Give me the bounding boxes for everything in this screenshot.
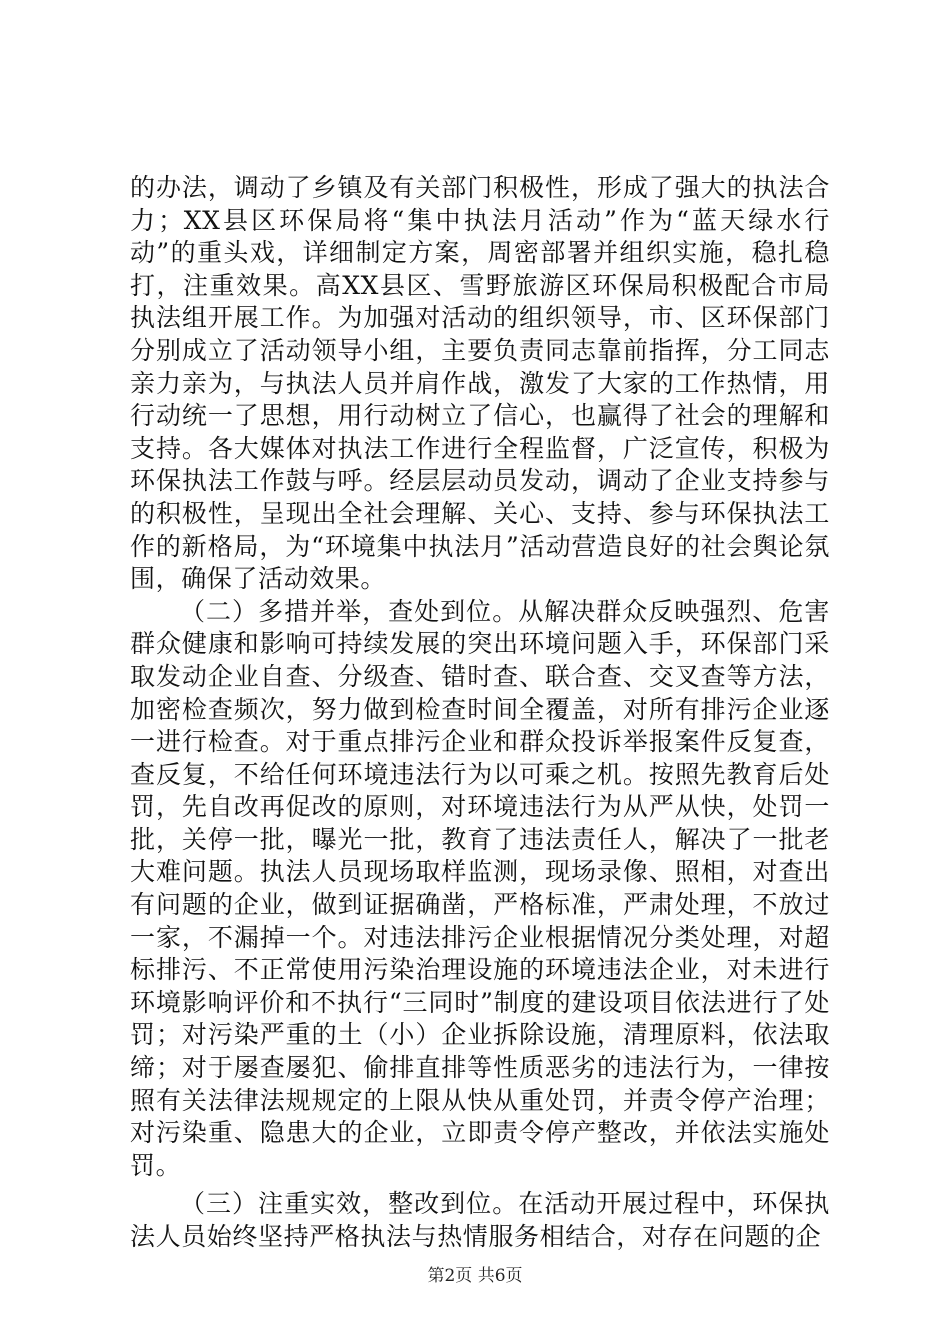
paragraph-continued: 的办法，调动了乡镇及有关部门积极性，形成了强大的执法合力；XX县区环保局将“集中执法月活动”作为“蓝天绿水行动”的重头戏，详细制定方案，周密部署并组织实施，稳扎稳打，注重效果。高XX县区、雪野旅游区环保局积极配合市局执法组开展工作。为加强对活动的组织领导，市、区环保部门分别成立了活动领导小组，主要负责同志靠前指挥，分工同志亲力亲为，与执法人员并肩作战，激发了大家的工作热情，用行动统一了思想，用行动树立了信心，也赢得了社会的理解和支持。各大媒体对执法工作进行全程监督，广泛宣传，积极为环保执法工作鼓与呼。经层层动员发动，调动了企业支持参与的积极性，呈现出全社会理解、关心、支持、参与环保执法工作的新格局，为“环境集中执法月”活动营造良好的社会舆论氛围，确保了活动效果。	[130, 173, 830, 594]
paragraph-section-2: （二）多措并举，查处到位。从解决群众反映强烈、危害群众健康和影响可持续发展的突出环境问题入手，环保部门采取发动企业自查、分级查、错时查、联合查、交叉查等方法，加密检查频次，努力做到检查时间全覆盖，对所有排污企业逐一进行检查。对于重点排污企业和群众投诉举报案件反复查，查反复，不给任何环境违法行为以可乘之机。按照先教育后处罚，先自改再促改的原则，对环境违法行为从严从快，处罚一批，关停一批，曝光一批，教育了违法责任人，解决了一批老大难问题。执法人员现场取样监测，现场录像、照相，对查出有问题的企业，做到证据确凿，严格标准，严肃处理，不放过一家，不漏掉一个。对违法排污企业根据情况分类处理，对超标排污、不正常使用污染治理设施的环境违法企业，对未进行环境影响评价和不执行“三同时”制度的建设项目依法进行了处罚；对污染严重的土（小）企业拆除设施，清理原料，依法取缔；对于屡查屡犯、偷排直排等性质恶劣的违法行为，一律按照有关法律法规规定的上限从快从重处罚，并责令停产治理；对污染重、隐患大的企业，立即责令停产整改，并依法实施处罚。	[130, 596, 830, 1180]
document-body	[130, 172, 830, 1254]
paragraph-section-3: （三）注重实效，整改到位。在活动开展过程中，环保执法人员始终坚持严格执法与热情服务相结合，对存在问题的企	[130, 1189, 830, 1251]
page-number-footer: 第2页 共6页	[427, 1266, 523, 1286]
